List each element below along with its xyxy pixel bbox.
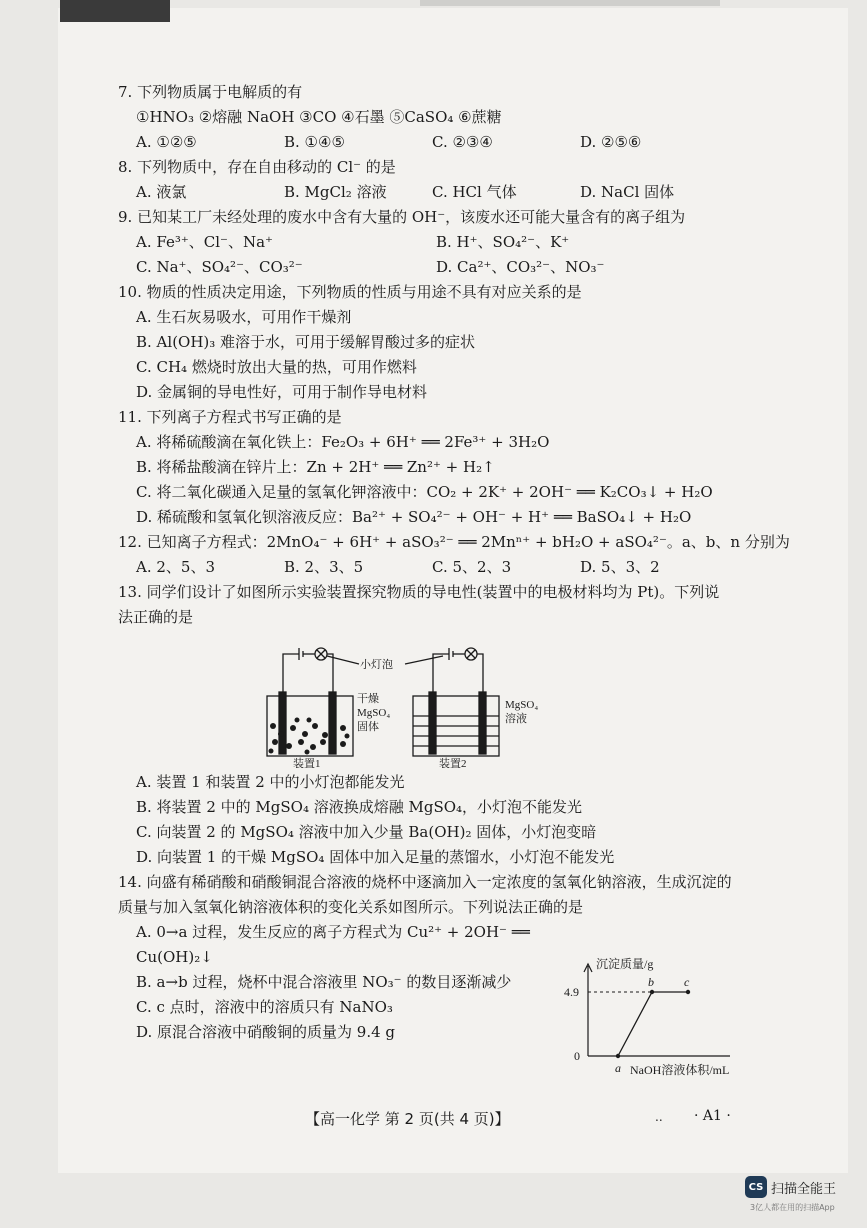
q10-option-a[interactable]: A. 生石灰易吸水，可用作干燥剂 — [136, 308, 352, 326]
q7-items: ①HNO₃ ②熔融 NaOH ③CO ④石墨 ⑤CaSO₄ ⑥蔗糖 — [136, 108, 502, 126]
q12-option-c[interactable]: C. 5、2、3 — [432, 558, 512, 576]
q8-options — [118, 180, 758, 205]
device2-electrode-right — [479, 692, 486, 754]
q14-option-b[interactable]: B. a→b 过程，烧杯中混合溶液里 NO₃⁻ 的数目逐渐减少 — [136, 973, 512, 991]
chart-origin: 0 — [574, 1049, 580, 1063]
footer-code: · A1 · — [694, 1108, 731, 1124]
q11-option-a[interactable]: A. 将稀硫酸滴在氧化铁上：Fe₂O₃ + 6H⁺ ══ 2Fe³⁺ + 3H₂O — [136, 433, 550, 451]
q13-option-c[interactable]: C. 向装置 2 的 MgSO₄ 溶液中加入少量 Ba(OH)₂ 固体，小灯泡变暗 — [136, 823, 597, 841]
scan-edge — [60, 0, 170, 22]
q9-option-b[interactable]: B. H⁺、SO₄²⁻、K⁺ — [436, 233, 570, 251]
chart-series-line — [618, 992, 688, 1056]
q9-options-row2 — [118, 255, 758, 280]
q12-option-d[interactable]: D. 5、3、2 — [580, 558, 660, 576]
q10-option-c[interactable]: C. CH₄ 燃烧时放出大量的热，可用作燃料 — [136, 358, 417, 376]
q11-option-c[interactable]: C. 将二氧化碳通入足量的氢氧化钾溶液中：CO₂ + 2K⁺ + 2OH⁻ ══ K₂CO₃↓ + H₂O — [136, 483, 713, 501]
chart-point-b — [650, 990, 654, 994]
chart-xlabel: NaOH溶液体积/mL — [630, 1063, 730, 1077]
q14-option-a-cont: Cu(OH)₂↓ — [136, 948, 213, 966]
chart-point-c — [686, 990, 690, 994]
scan-edge-faint — [420, 0, 720, 6]
q12-option-b[interactable]: B. 2、3、5 — [284, 558, 364, 576]
q11-stem: 11. 下列离子方程式书写正确的是 — [118, 408, 342, 426]
device1-electrode-right — [329, 692, 336, 754]
chart-point-label-b: b — [648, 975, 654, 989]
q9-stem: 9. 已知某工厂未经处理的废水中含有大量的 OH⁻，该废水还可能大量含有的离子组为 — [118, 208, 686, 226]
solid-label-2: MgSO₄ — [357, 707, 391, 719]
q10-option-d[interactable]: D. 金属铜的导电性好，可用于制作导电材料 — [136, 383, 428, 401]
footer-title: 【高一化学 第 2 页(共 4 页)】 — [305, 1110, 510, 1128]
chart-ylabel: 沉淀质量/g — [596, 957, 654, 971]
device1-caption: 装置1 — [293, 758, 321, 768]
q14-option-c[interactable]: C. c 点时，溶液中的溶质只有 NaNO₃ — [136, 998, 393, 1016]
chart-point-a — [616, 1054, 620, 1058]
solution-label-2: 溶液 — [505, 713, 527, 725]
q11-option-b[interactable]: B. 将稀盐酸滴在锌片上：Zn + 2H⁺ ══ Zn²⁺ + H₂↑ — [136, 458, 495, 476]
device2-caption: 装置2 — [439, 758, 467, 768]
q13-option-b[interactable]: B. 将装置 2 中的 MgSO₄ 溶液换成熔融 MgSO₄，小灯泡不能发光 — [136, 798, 583, 816]
chart-point-label-a: a — [615, 1061, 621, 1075]
camscanner-tagline: 3亿人都在用的扫描App — [750, 1203, 835, 1212]
q8-option-d[interactable]: D. NaCl 固体 — [580, 183, 675, 201]
q14-stem-line1: 14. 向盛有稀硝酸和硝酸铜混合溶液的烧杯中逐滴加入一定浓度的氢氧化钠溶液，生成沉淀的 — [118, 873, 732, 891]
q10-option-b[interactable]: B. Al(OH)₃ 难溶于水，可用于缓解胃酸过多的症状 — [136, 333, 476, 351]
q13-option-a[interactable]: A. 装置 1 和装置 2 中的小灯泡都能发光 — [136, 773, 405, 791]
footer-dots: .. — [655, 1110, 663, 1124]
q11-option-d[interactable]: D. 稀硫酸和氢氧化钡溶液反应：Ba²⁺ + SO₄²⁻ + OH⁻ + H⁺ ══ BaSO₄↓ + H₂O — [136, 508, 692, 526]
solution-label-1: MgSO₄ — [505, 699, 539, 711]
q9-options-row1 — [118, 230, 758, 255]
camscanner-logo-icon: CS — [745, 1176, 767, 1198]
q12-options — [118, 555, 758, 580]
q8-option-a[interactable]: A. 液氯 — [136, 183, 187, 201]
chart-ytick-4.9: 4.9 — [564, 985, 579, 999]
chart-point-label-c: c — [684, 975, 690, 989]
q13-apparatus-figure — [118, 630, 758, 770]
q8-stem: 8. 下列物质中，存在自由移动的 Cl⁻ 的是 — [118, 158, 396, 176]
q7-option-a[interactable]: A. ①②⑤ — [136, 133, 197, 151]
q7-option-d[interactable]: D. ②⑤⑥ — [580, 133, 642, 151]
q13-stem-line2: 法正确的是 — [118, 608, 194, 626]
solid-label-3: 固体 — [357, 721, 379, 733]
q7-options — [118, 130, 758, 155]
q12-option-a[interactable]: A. 2、5、3 — [136, 558, 215, 576]
q8-option-c[interactable]: C. HCl 气体 — [432, 183, 517, 201]
q7-option-b[interactable]: B. ①④⑤ — [284, 133, 345, 151]
bulb-label: 小灯泡 — [360, 659, 393, 671]
camscanner-badge — [745, 1176, 836, 1198]
q12-stem: 12. 已知离子方程式：2MnO₄⁻ + 6H⁺ + aSO₃²⁻ ══ 2Mnⁿ⁺ + bH₂O + aSO₄²⁻。a、b、n 分别为 — [118, 533, 790, 551]
q9-option-d[interactable]: D. Ca²⁺、CO₃²⁻、NO₃⁻ — [436, 258, 605, 276]
q7-stem: 7. 下列物质属于电解质的有 — [118, 83, 303, 101]
q14-stem-line2: 质量与加入氢氧化钠溶液体积的变化关系如图所示。下列说法正确的是 — [118, 898, 584, 916]
q8-option-b[interactable]: B. MgCl₂ 溶液 — [284, 183, 387, 201]
device2-electrode-left — [429, 692, 436, 754]
q13-stem-line1: 13. 同学们设计了如图所示实验装置探究物质的导电性(装置中的电极材料均为 Pt)。下列说 — [118, 583, 720, 601]
q10-stem: 10. 物质的性质决定用途，下列物质的性质与用途不具有对应关系的是 — [118, 283, 582, 301]
q14-option-a[interactable]: A. 0→a 过程，发生反应的离子方程式为 Cu²⁺ + 2OH⁻ ══ — [136, 923, 530, 941]
q9-option-a[interactable]: A. Fe³⁺、Cl⁻、Na⁺ — [136, 233, 273, 251]
q7-option-c[interactable]: C. ②③④ — [432, 133, 493, 151]
precipitate-mass-chart — [440, 880, 740, 1080]
device1-electrode-left — [279, 692, 286, 754]
q13-option-d[interactable]: D. 向装置 1 的干燥 MgSO₄ 固体中加入足量的蒸馏水，小灯泡不能发光 — [136, 848, 615, 866]
q14-option-d[interactable]: D. 原混合溶液中硝酸铜的质量为 9.4 g — [136, 1023, 396, 1041]
conductivity-apparatus-diagram — [263, 634, 563, 768]
q9-option-c[interactable]: C. Na⁺、SO₄²⁻、CO₃²⁻ — [136, 258, 303, 276]
q14-precipitate-chart — [440, 880, 740, 1084]
camscanner-name: 扫描全能王 — [771, 1181, 837, 1197]
solid-label-1: 干燥 — [357, 693, 379, 705]
